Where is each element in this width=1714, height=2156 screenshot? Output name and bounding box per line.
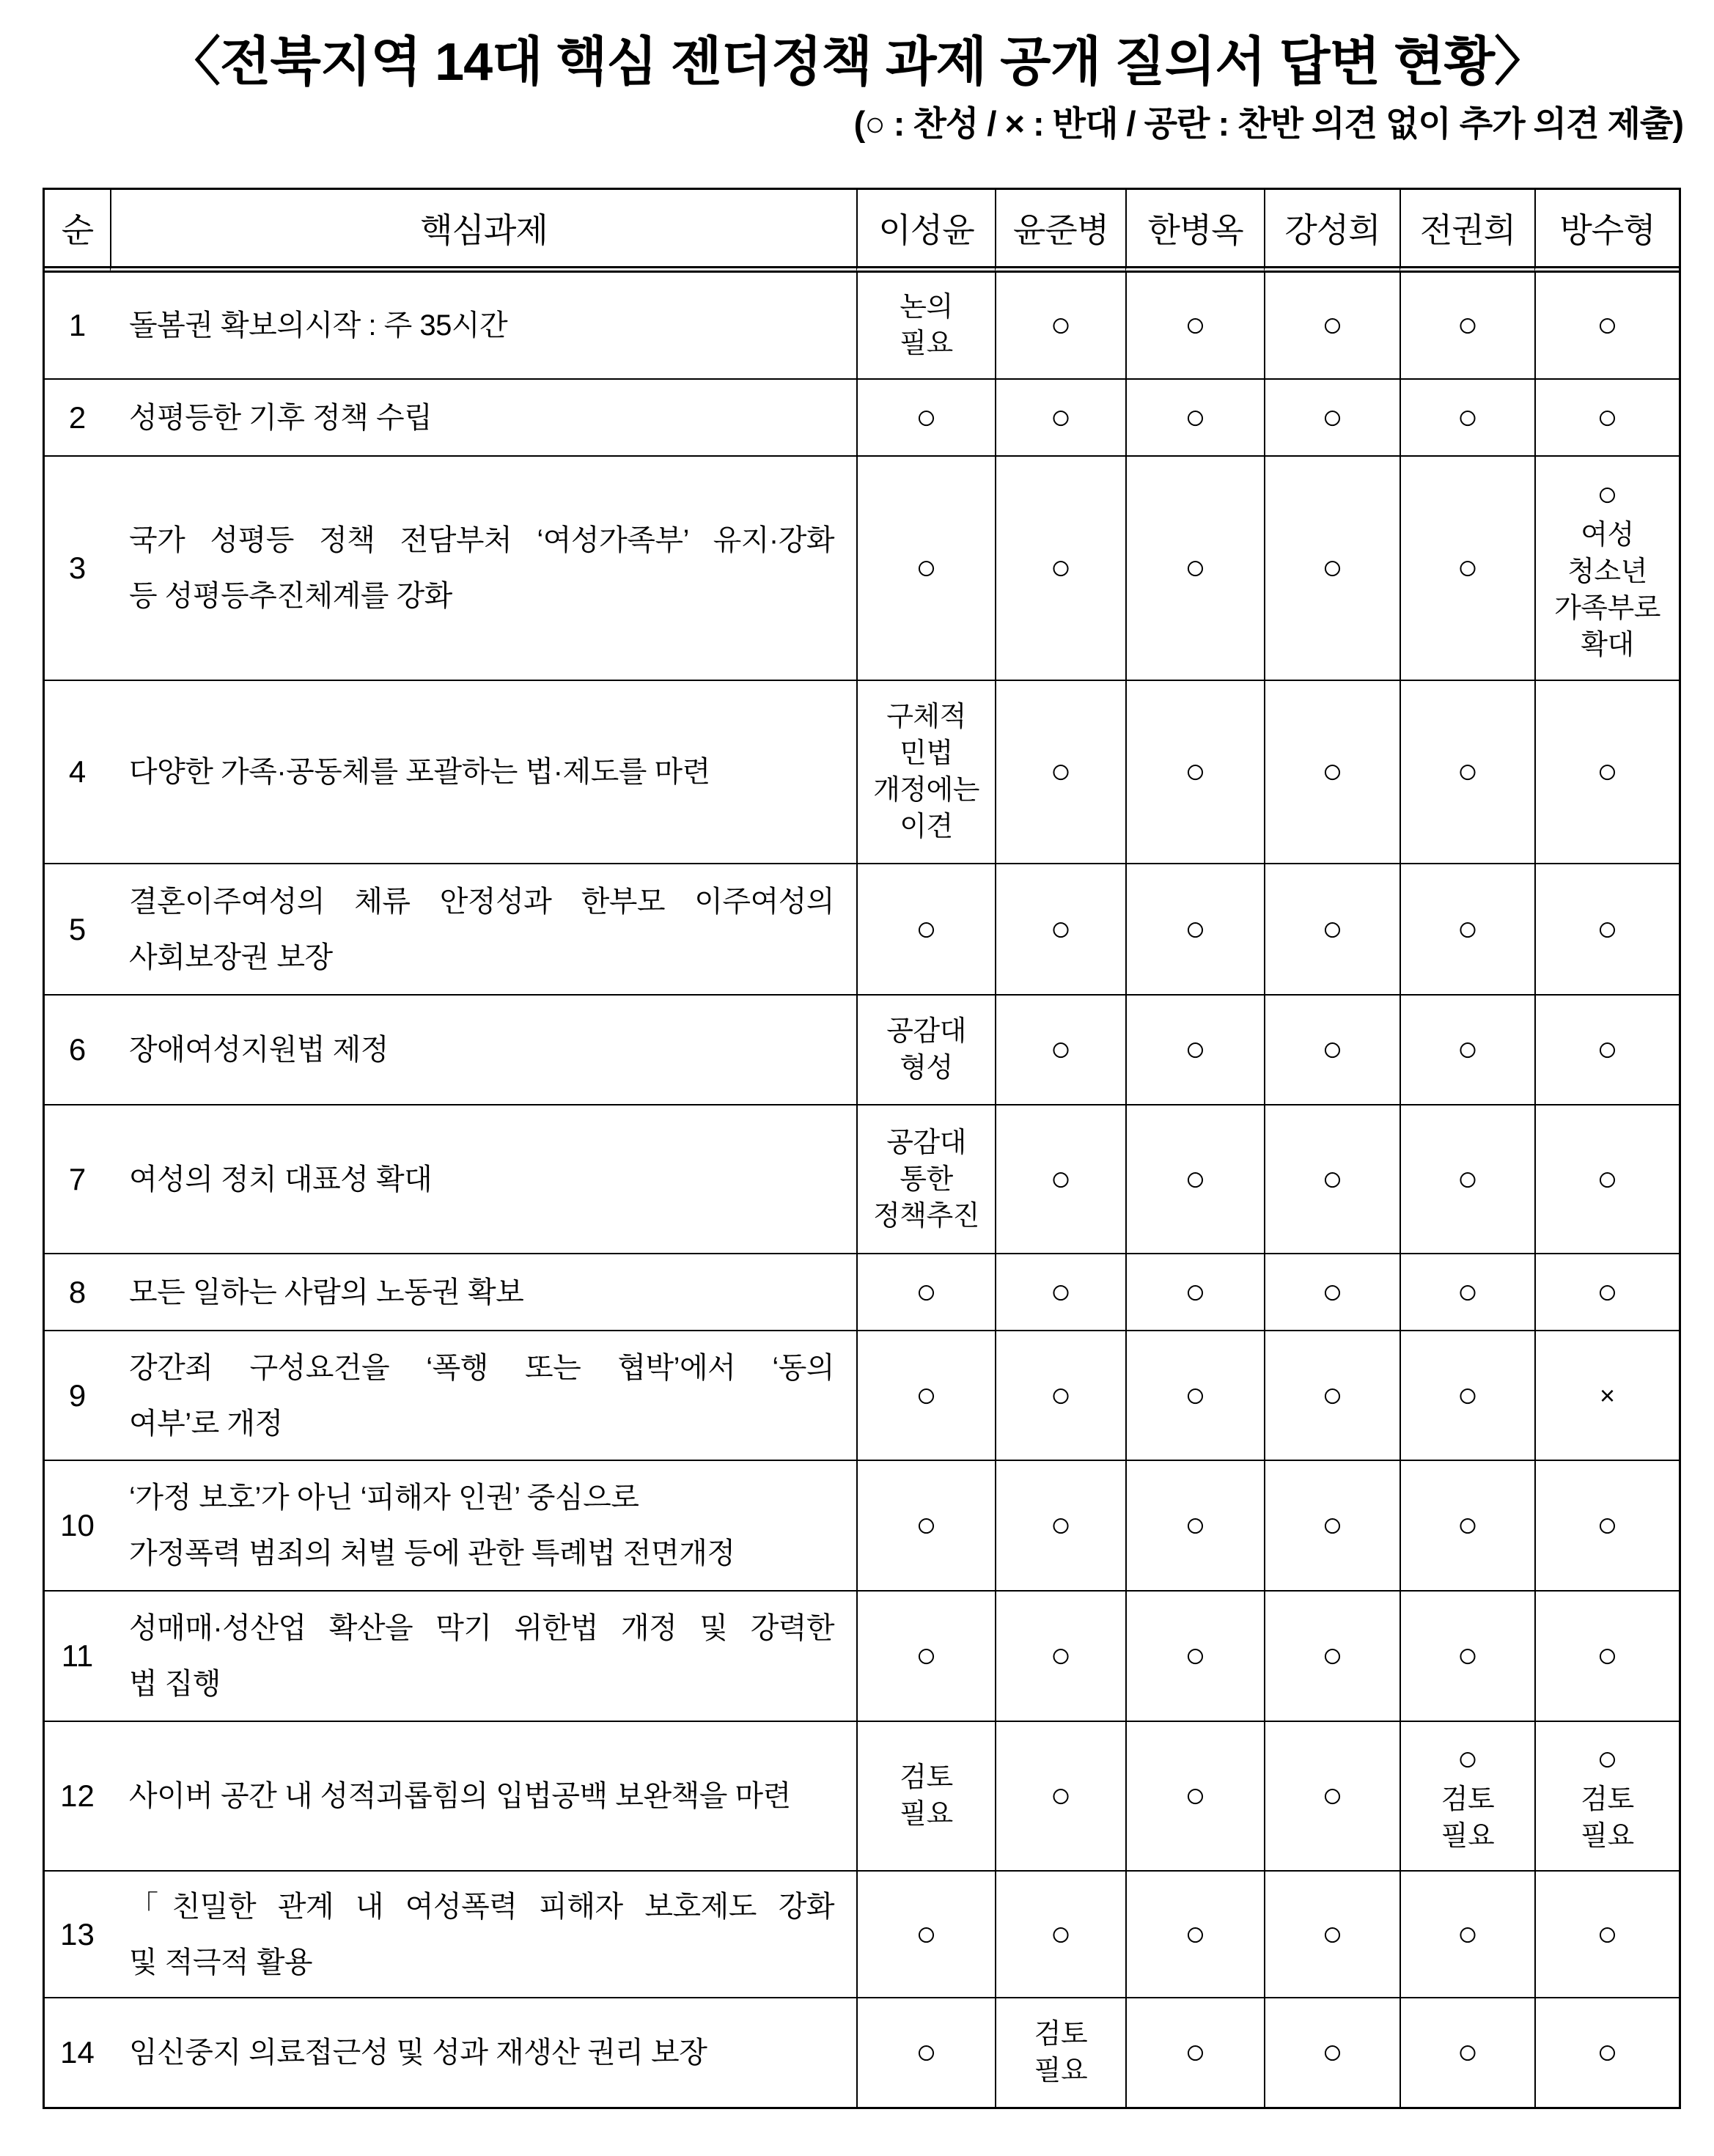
agree-mark: ○ <box>1050 1776 1072 1815</box>
answer-cell <box>1534 1104 1679 1253</box>
answer-cell <box>1264 994 1399 1104</box>
answer-cell <box>856 1460 995 1590</box>
answer-cell <box>1125 455 1264 680</box>
row-number: 12 <box>60 1778 95 1813</box>
answer-cell <box>1125 1997 1264 2107</box>
answer-line: 청소년 <box>1567 556 1647 587</box>
task-cell <box>110 680 856 863</box>
column-header <box>110 190 856 273</box>
row-number-cell <box>45 1104 110 1253</box>
agree-mark: ○ <box>1322 1159 1343 1199</box>
policy-table <box>43 188 1681 2109</box>
task-line: 국가 성평등 정책 전담부처 ‘여성가족부’ 유지·강화 <box>129 524 834 556</box>
answer-cell <box>1399 273 1534 378</box>
answer-cell <box>856 1253 995 1330</box>
task-line: 등 성평등추진체계를 강화 <box>129 580 452 612</box>
agree-mark: ○ <box>1185 752 1206 791</box>
column-header <box>1534 190 1679 273</box>
answer-cell <box>1534 680 1679 863</box>
row-number-cell <box>45 863 110 994</box>
agree-mark: ○ <box>1050 397 1072 437</box>
agree-mark: ○ <box>916 1375 937 1415</box>
answer-cell <box>1264 1997 1399 2107</box>
answer-cell <box>1399 1870 1534 1997</box>
answer-cell <box>995 1460 1125 1590</box>
answer-cell <box>856 1104 995 1253</box>
task-cell <box>110 273 856 378</box>
answer-line: 필요 <box>900 328 953 359</box>
column-header <box>1264 190 1399 273</box>
agree-mark: ○ <box>1457 306 1479 345</box>
task-line: 임신중지 의료접근성 및 성과 재생산 권리 보장 <box>129 2037 707 2069</box>
answer-cell <box>995 273 1125 378</box>
agree-mark: ○ <box>1457 397 1479 437</box>
row-number-cell <box>45 1997 110 2107</box>
answer-cell <box>1399 863 1534 994</box>
agree-mark: ○ <box>1322 1506 1343 1545</box>
agree-mark: ○ <box>1457 1506 1479 1545</box>
answer-line: 여성 <box>1581 520 1634 551</box>
answer-line: 필요 <box>1581 1821 1634 1852</box>
agree-mark: ○ <box>1457 1636 1479 1675</box>
agree-mark: ○ <box>1185 306 1206 345</box>
agree-mark: ○ <box>916 548 937 587</box>
answer-line: 검토 <box>1441 1784 1495 1815</box>
row-number-cell <box>45 1330 110 1460</box>
task-line: 성매매·성산업 확산을 막기 위한법 개정 및 강력한 <box>129 1612 834 1644</box>
answer-cell <box>1534 378 1679 455</box>
row-number: 3 <box>68 551 87 585</box>
agree-mark: ○ <box>1185 1914 1206 1954</box>
answer-cell <box>1534 994 1679 1104</box>
task-line: 및 적극적 활용 <box>129 1946 313 1979</box>
row-number: 14 <box>60 2035 95 2069</box>
answer-cell <box>1264 680 1399 863</box>
task-line: 모든 일하는 사람의 노동권 확보 <box>129 1276 524 1309</box>
answer-cell <box>856 1997 995 2107</box>
row-number-cell <box>45 1870 110 1997</box>
answer-cell <box>995 1721 1125 1870</box>
agree-mark: ○ <box>1597 1272 1618 1311</box>
agree-mark: ○ <box>1322 306 1343 345</box>
answer-cell <box>1399 680 1534 863</box>
row-number: 10 <box>60 1508 95 1542</box>
agree-mark: ○ <box>916 1636 937 1675</box>
column-header-label: 한병옥 <box>1147 211 1243 249</box>
agree-mark: ○ <box>1185 1776 1206 1815</box>
answer-cell <box>856 1590 995 1721</box>
answer-cell <box>856 273 995 378</box>
column-header-label: 강성희 <box>1284 211 1380 249</box>
agree-mark: ○ <box>1050 1272 1072 1311</box>
agree-mark: ○ <box>916 1506 937 1545</box>
agree-mark: ○ <box>1457 1375 1479 1415</box>
column-header-label: 순 <box>61 211 94 249</box>
agree-mark: ○ <box>916 2033 937 2072</box>
agree-mark: ○ <box>1457 1914 1479 1954</box>
answer-line: 검토 <box>900 1762 953 1793</box>
agree-mark: ○ <box>1597 397 1618 437</box>
task-line: 법 집행 <box>129 1668 221 1700</box>
answer-cell <box>856 863 995 994</box>
agree-mark: ○ <box>1457 1159 1479 1199</box>
agree-mark: ○ <box>1322 1776 1343 1815</box>
agree-mark: ○ <box>1185 397 1206 437</box>
answer-line: 필요 <box>900 1799 953 1830</box>
answer-line: 검토 <box>1581 1784 1634 1815</box>
column-header-label: 윤준병 <box>1012 211 1109 249</box>
answer-cell <box>995 680 1125 863</box>
answer-cell <box>1264 1870 1399 1997</box>
answer-cell <box>995 1330 1125 1460</box>
answer-line: 가족부로 <box>1554 593 1660 624</box>
answer-line: 민법 <box>900 738 953 769</box>
answer-cell <box>1125 1253 1264 1330</box>
agree-mark: ○ <box>1597 306 1618 345</box>
agree-mark: ○ <box>1597 1914 1618 1954</box>
task-cell <box>110 455 856 680</box>
row-number: 2 <box>68 400 87 435</box>
row-number: 9 <box>68 1377 87 1413</box>
answer-cell <box>1125 1870 1264 1997</box>
agree-mark: ○ <box>1597 2033 1618 2072</box>
answer-cell <box>1264 1460 1399 1590</box>
agree-mark: ○ <box>916 1914 937 1954</box>
answer-line: 개정에는 <box>873 775 979 806</box>
agree-mark: ○ <box>1322 2033 1343 2072</box>
answer-cell <box>856 455 995 680</box>
agree-mark: ○ <box>1457 909 1479 949</box>
answer-cell <box>856 680 995 863</box>
task-line: 「친밀한 관계 내 여성폭력 피해자 보호제도 강화 <box>129 1890 834 1923</box>
agree-mark: ○ <box>1050 1030 1072 1069</box>
answer-cell <box>1264 378 1399 455</box>
row-number-cell <box>45 273 110 378</box>
agree-mark: ○ <box>916 397 937 437</box>
agree-mark: ○ <box>1457 1272 1479 1311</box>
answer-cell <box>995 455 1125 680</box>
task-line: ‘가정 보호’가 아닌 ‘피해자 인권’ 중심으로 <box>129 1482 639 1514</box>
agree-mark: ○ <box>1050 306 1072 345</box>
answer-cell <box>1399 1460 1534 1590</box>
answer-cell <box>995 1590 1125 1721</box>
agree-mark: ○ <box>1322 1375 1343 1415</box>
answer-line: 공감대 <box>886 1127 966 1158</box>
answer-cell <box>856 1721 995 1870</box>
agree-mark: ○ <box>1597 1740 1618 1778</box>
column-header <box>856 190 995 273</box>
answer-cell <box>1399 1721 1534 1870</box>
answer-cell <box>1399 1253 1534 1330</box>
agree-mark: ○ <box>1050 1506 1072 1545</box>
answer-cell <box>1125 1330 1264 1460</box>
agree-mark: ○ <box>1185 2033 1206 2072</box>
row-number: 1 <box>68 308 87 342</box>
answer-cell <box>995 1104 1125 1253</box>
answer-cell <box>1534 863 1679 994</box>
answer-line: 필요 <box>1441 1821 1495 1852</box>
row-number-cell <box>45 1253 110 1330</box>
column-header-label: 이성윤 <box>878 211 974 249</box>
agree-mark: ○ <box>1185 1506 1206 1545</box>
agree-mark: ○ <box>1322 397 1343 437</box>
answer-cell <box>856 1870 995 1997</box>
answer-line: 구체적 <box>886 702 966 732</box>
task-cell <box>110 1590 856 1721</box>
row-number-cell <box>45 455 110 680</box>
answer-cell <box>1264 863 1399 994</box>
answer-cell <box>1264 1104 1399 1253</box>
agree-mark: ○ <box>1322 548 1343 587</box>
answer-cell <box>1534 1330 1679 1460</box>
agree-mark: ○ <box>1597 909 1618 949</box>
answer-cell <box>1125 1104 1264 1253</box>
task-line: 강간죄 구성요건을 ‘폭행 또는 협박’에서 ‘동의 <box>129 1351 834 1384</box>
answer-cell <box>1399 455 1534 680</box>
agree-mark: ○ <box>1050 1636 1072 1675</box>
agree-mark: ○ <box>1322 1636 1343 1675</box>
agree-mark: ○ <box>1322 1914 1343 1954</box>
answer-cell <box>856 1330 995 1460</box>
agree-mark: ○ <box>1050 752 1072 791</box>
row-number: 4 <box>68 754 87 789</box>
row-number-cell <box>45 1721 110 1870</box>
agree-mark: ○ <box>1185 1159 1206 1199</box>
agree-mark: ○ <box>1185 1272 1206 1311</box>
answer-cell <box>1534 273 1679 378</box>
task-line: 성평등한 기후 정책 수립 <box>129 401 433 434</box>
agree-mark: ○ <box>1185 548 1206 587</box>
agree-mark: ○ <box>1050 1914 1072 1954</box>
agree-mark: ○ <box>1597 1030 1618 1069</box>
agree-mark: ○ <box>1185 1030 1206 1069</box>
agree-mark: ○ <box>1597 1159 1618 1199</box>
column-header <box>995 190 1125 273</box>
task-cell <box>110 994 856 1104</box>
agree-mark: ○ <box>1457 548 1479 587</box>
agree-mark: ○ <box>1322 752 1343 791</box>
answer-cell <box>1125 378 1264 455</box>
row-number: 5 <box>68 911 87 946</box>
answer-line: 논의 <box>900 292 953 323</box>
answer-cell <box>1264 273 1399 378</box>
row-number-cell <box>45 1460 110 1590</box>
answer-cell <box>1534 1721 1679 1870</box>
task-cell <box>110 1104 856 1253</box>
answer-cell <box>1399 994 1534 1104</box>
agree-mark: ○ <box>916 909 937 949</box>
agree-mark: ○ <box>1322 1272 1343 1311</box>
column-header <box>45 190 110 273</box>
row-number-cell <box>45 1590 110 1721</box>
answer-line: 통한 <box>900 1163 953 1195</box>
answer-line: 공감대 <box>886 1016 966 1047</box>
agree-mark: ○ <box>1597 1636 1618 1675</box>
answer-cell <box>1125 680 1264 863</box>
column-header-label: 방수형 <box>1559 211 1655 249</box>
answer-line: 확대 <box>1581 630 1634 661</box>
agree-mark: ○ <box>1185 1636 1206 1675</box>
task-cell <box>110 1253 856 1330</box>
answer-line: 형성 <box>900 1053 953 1083</box>
answer-cell <box>1534 1590 1679 1721</box>
row-number: 8 <box>68 1274 87 1309</box>
answer-cell <box>1534 1997 1679 2107</box>
task-line: 사회보장권 보장 <box>129 941 333 974</box>
task-cell <box>110 1721 856 1870</box>
task-cell <box>110 1997 856 2107</box>
task-cell <box>110 863 856 994</box>
answer-cell <box>1534 1253 1679 1330</box>
answer-cell <box>995 1997 1125 2107</box>
agree-mark: ○ <box>1322 1030 1343 1069</box>
agree-mark: ○ <box>1050 548 1072 587</box>
disagree-mark: × <box>1599 1380 1616 1410</box>
answer-cell <box>1534 1870 1679 1997</box>
task-line: 결혼이주여성의 체류 안정성과 한부모 이주여성의 <box>129 885 834 918</box>
answer-cell <box>1399 378 1534 455</box>
answer-cell <box>1125 1590 1264 1721</box>
answer-cell <box>1264 1330 1399 1460</box>
row-number: 13 <box>60 1916 95 1951</box>
agree-mark: ○ <box>1597 1506 1618 1545</box>
agree-mark: ○ <box>1050 1375 1072 1415</box>
column-header <box>1399 190 1534 273</box>
agree-mark: ○ <box>1457 752 1479 791</box>
row-number: 11 <box>61 1638 94 1673</box>
answer-cell <box>995 863 1125 994</box>
agree-mark: ○ <box>1050 909 1072 949</box>
task-line: 돌봄권 확보의시작 : 주 35시간 <box>129 309 508 342</box>
answer-cell <box>995 378 1125 455</box>
agree-mark: ○ <box>1050 1159 1072 1199</box>
agree-mark: ○ <box>1457 2033 1479 2072</box>
answer-cell <box>1125 1460 1264 1590</box>
agree-mark: ○ <box>1457 1740 1479 1778</box>
column-header <box>1125 190 1264 273</box>
answer-cell <box>995 1870 1125 1997</box>
answer-cell <box>1534 455 1679 680</box>
agree-mark: ○ <box>1597 752 1618 791</box>
answer-cell <box>1125 863 1264 994</box>
row-number-cell <box>45 994 110 1104</box>
row-number: 6 <box>68 1032 87 1067</box>
agree-mark: ○ <box>916 1272 937 1311</box>
answer-cell <box>1264 1253 1399 1330</box>
answer-cell <box>1264 1590 1399 1721</box>
agree-mark: ○ <box>1597 475 1618 514</box>
task-line: 사이버 공간 내 성적괴롭힘의 입법공백 보완책을 마련 <box>129 1780 791 1812</box>
answer-line: 검토 <box>1034 2019 1088 2050</box>
answer-cell <box>1264 1721 1399 1870</box>
document-title: 〈전북지역 14대 핵심 젠더정책 과제 공개 질의서 답변 현황〉 <box>167 33 1547 92</box>
column-header-label: 전권희 <box>1419 211 1516 249</box>
task-cell <box>110 1870 856 1997</box>
task-line: 여부’로 개정 <box>129 1407 283 1440</box>
answer-cell <box>1399 1330 1534 1460</box>
answer-cell <box>1264 455 1399 680</box>
row-number: 7 <box>68 1161 87 1196</box>
answer-cell <box>1534 1460 1679 1590</box>
agree-mark: ○ <box>1322 909 1343 949</box>
task-line: 가정폭력 범죄의 처벌 등에 관한 특례법 전면개정 <box>129 1537 735 1570</box>
answer-cell <box>995 1253 1125 1330</box>
answer-cell <box>1125 994 1264 1104</box>
agree-mark: ○ <box>1457 1030 1479 1069</box>
row-number-cell <box>45 680 110 863</box>
answer-cell <box>1125 273 1264 378</box>
agree-mark: ○ <box>1185 1375 1206 1415</box>
answer-line: 이견 <box>900 812 953 842</box>
task-cell <box>110 378 856 455</box>
task-line: 다양한 가족·공동체를 포괄하는 법·제도를 마련 <box>129 756 710 788</box>
column-header-label: 핵심과제 <box>420 211 548 249</box>
task-line: 장애여성지원법 제정 <box>129 1034 389 1066</box>
task-cell <box>110 1330 856 1460</box>
answer-cell <box>856 994 995 1104</box>
answer-cell <box>1399 1590 1534 1721</box>
legend-note: (○ : 찬성 / × : 반대 / 공란 : 찬반 의견 없이 추가 의견 제출) <box>853 104 1683 143</box>
row-number-cell <box>45 378 110 455</box>
answer-line: 필요 <box>1034 2056 1088 2086</box>
answer-cell <box>1399 1104 1534 1253</box>
task-cell <box>110 1460 856 1590</box>
answer-cell <box>1125 1721 1264 1870</box>
agree-mark: ○ <box>1185 909 1206 949</box>
answer-cell <box>856 378 995 455</box>
task-line: 여성의 정치 대표성 확대 <box>129 1163 433 1196</box>
answer-cell <box>1399 1997 1534 2107</box>
answer-line: 정책추진 <box>873 1200 979 1232</box>
answer-cell <box>995 994 1125 1104</box>
